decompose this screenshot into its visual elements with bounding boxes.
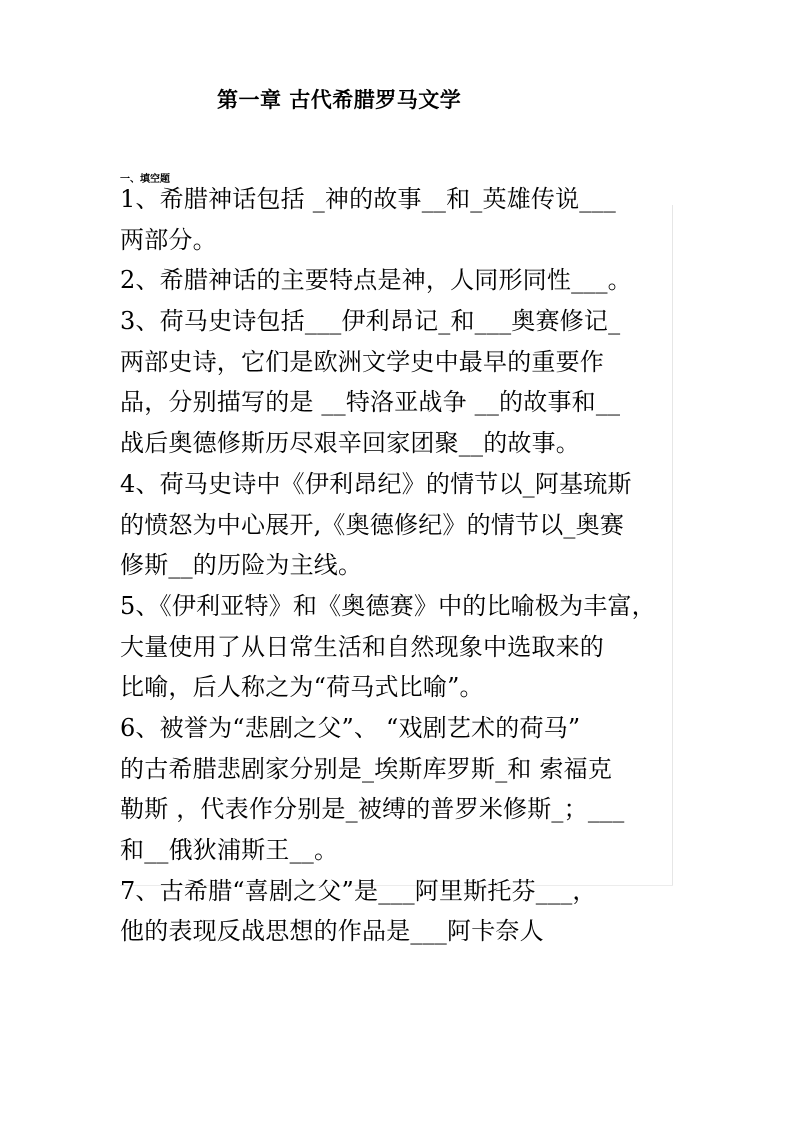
text-line: 两部史诗，它们是欧洲文学史中最早的重要作 [120, 347, 604, 376]
text-line: 修斯__的历险为主线。 [120, 551, 363, 580]
text-line: 大量使用了从日常生活和自然现象中选取来的 [120, 632, 604, 661]
text-line: 他的表现反战思想的作品是___阿卡奈人 [120, 917, 544, 946]
text-line: 2、希腊神话的主要特点是神，人同形同性___。 [120, 266, 632, 295]
text-line: 的愤怒为中心展开,《奥德修纪》的情节以_奥赛 [120, 510, 625, 539]
text-line: 6、被誉为“悲剧之父”、 “戏剧艺术的荷马” [120, 713, 581, 742]
text-line: 和__俄狄浦斯王__。 [120, 836, 339, 864]
text-line: 两部分。 [120, 225, 217, 254]
text-line: 比喻，后人称之为“荷马式比喻”。 [120, 673, 484, 702]
text-line: 4、荷马史诗中《伊利昂纪》的情节以_阿基琉斯 [120, 469, 632, 498]
text-line: 的古希腊悲剧家分别是_埃斯库罗斯_和 索福克 [120, 754, 613, 783]
text-line: 勒斯 ，代表作分别是_被缚的普罗米修斯_；___ [120, 795, 625, 824]
text-line: 3、荷马史诗包括___伊利昂记_和___奥赛修记_ [120, 307, 621, 336]
text-line: 品，分别描写的是 __特洛亚战争 __的故事和__ [120, 388, 621, 417]
text-line: 5、《伊利亚特》和《奥德赛》中的比喻极为丰富， [120, 591, 656, 620]
question-body [120, 179, 680, 952]
text-line: 7、古希腊“喜剧之父”是___阿里斯托芬___， [120, 876, 597, 905]
section-label: 一、填空题 [120, 174, 170, 185]
chapter-title: 第一章 古代希腊罗马文学 [217, 87, 462, 112]
text-line: 1、希腊神话包括 _神的故事__和_英雄传说___ [120, 185, 616, 213]
text-line: 战后奥德修斯历尽艰辛回家团聚__的故事。 [120, 429, 580, 458]
